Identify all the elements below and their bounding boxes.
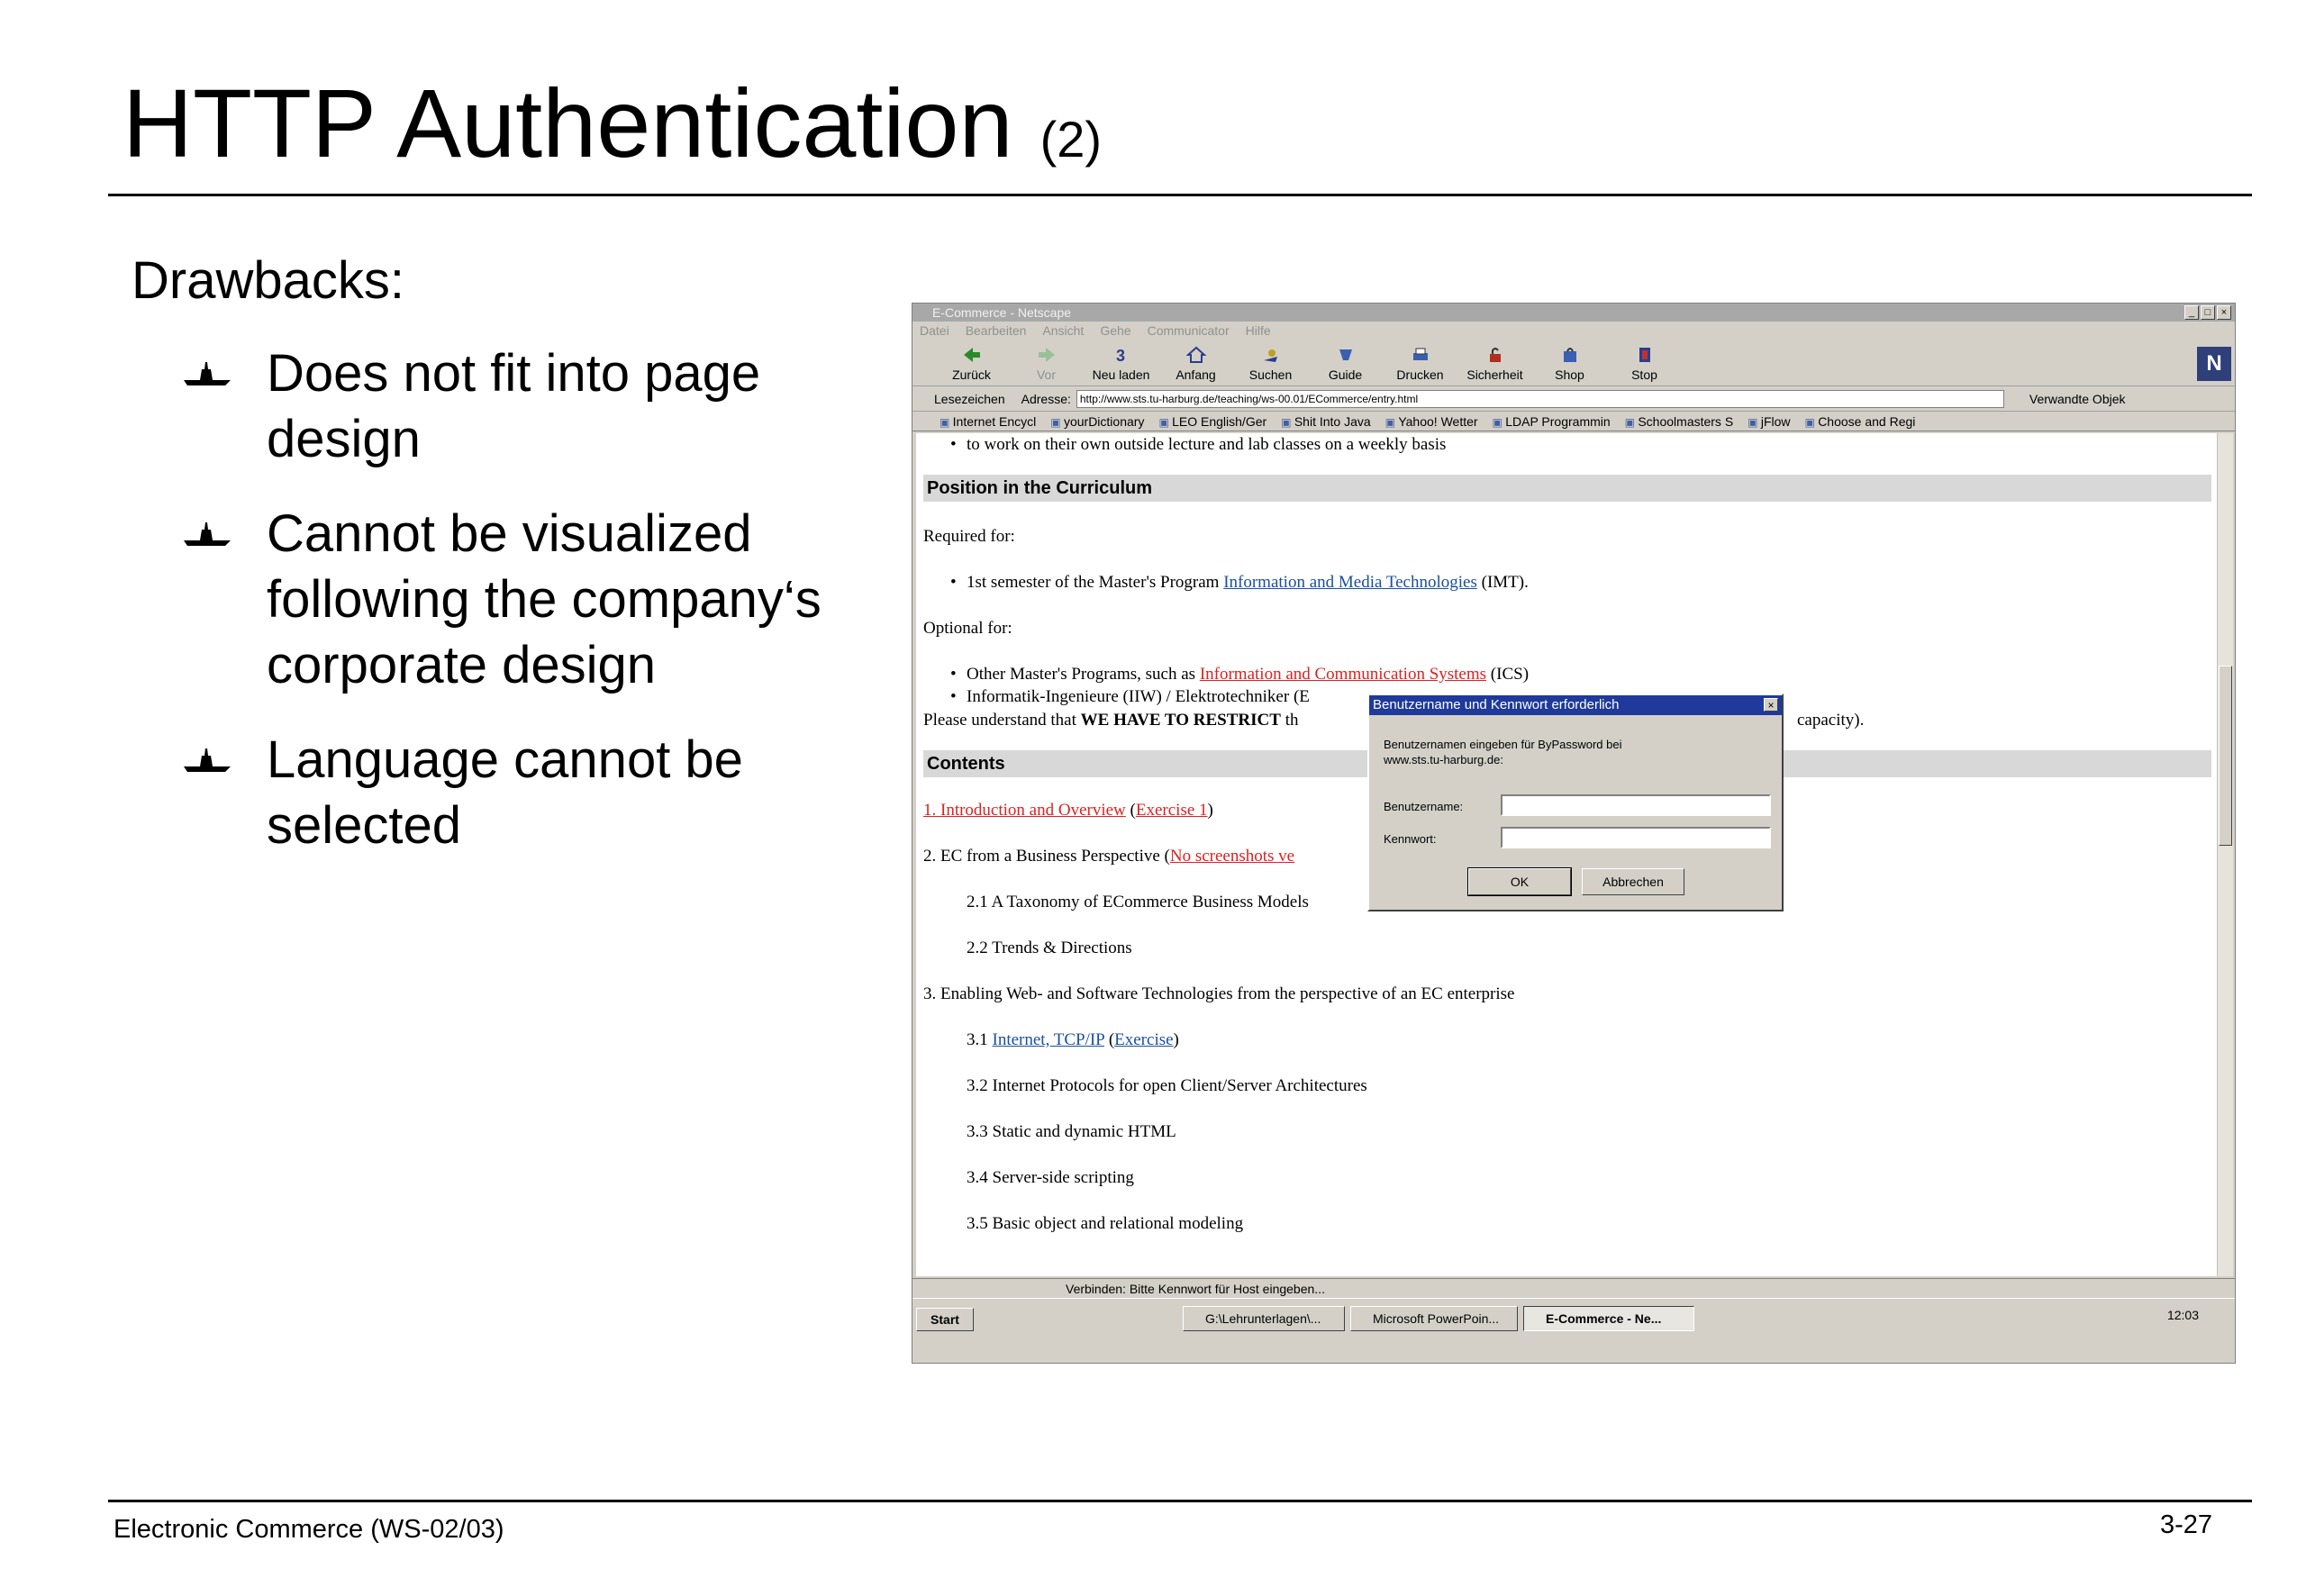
stop-icon: [1635, 346, 1655, 364]
drawbacks-heading: Drawbacks:: [132, 251, 404, 310]
footer-page-number: 3-27: [2159, 1510, 2212, 1539]
forward-arrow-icon: [1037, 346, 1057, 364]
intro-link[interactable]: 1. Introduction and Overview: [923, 801, 1126, 820]
footer-rule: [108, 1500, 2252, 1502]
footer-course: Electronic Commerce (WS-02/03): [113, 1515, 504, 1544]
location-bar: [912, 386, 2235, 412]
password-input[interactable]: [1501, 827, 1771, 848]
section-header: Position in the Curriculum: [923, 475, 2211, 502]
reload-button[interactable]: 3 Neu laden: [1092, 347, 1150, 382]
drawbacks-list: [180, 340, 883, 887]
menu-communicator[interactable]: Communicator: [1147, 323, 1230, 338]
home-icon: [1186, 346, 1206, 364]
start-button[interactable]: Start: [916, 1308, 974, 1331]
browser-toolbar: [912, 340, 2235, 386]
address-label: Adresse:: [1021, 391, 1071, 406]
content-line: Please understand that WE HAVE TO RESTRICT th: [923, 711, 1299, 730]
content-line: 2.2 Trends & Directions: [967, 939, 1132, 957]
bookmark-item[interactable]: ▣ jFlow: [1748, 412, 1790, 431]
bookmark-item[interactable]: ▣ LDAP Programmin: [1493, 412, 1611, 431]
content-line: 2. EC from a Business Perspective (No screenshots ve: [923, 847, 1295, 866]
ship-bullet-icon: [180, 732, 234, 786]
content-line: • 1st semester of the Master's Program Information and Media Technologies (IMT).: [967, 573, 1529, 593]
vertical-scrollbar[interactable]: [2217, 433, 2233, 1276]
svg-text:3: 3: [1115, 347, 1125, 364]
minimize-icon[interactable]: _: [2184, 305, 2199, 320]
guide-button[interactable]: Guide: [1308, 346, 1383, 385]
drawback-item: Cannot be visualized following the company‘s corporate design: [180, 501, 883, 698]
bookmark-item[interactable]: ▣ Schoolmasters S: [1625, 412, 1734, 431]
drawback-item: Does not fit into page design: [180, 340, 883, 472]
search-button[interactable]: Suchen: [1233, 346, 1308, 385]
content-line: • to work on their own outside lecture and lab classes on a weekly basis: [967, 435, 1446, 455]
guide-icon: [1336, 346, 1356, 364]
content-line: 2.1 A Taxonomy of ECommerce Business Models: [967, 893, 1309, 911]
password-label: Kennwort:: [1384, 832, 1437, 846]
bookmark-item[interactable]: ▣ yourDictionary: [1050, 412, 1144, 431]
bookmark-item[interactable]: ▣ Shit Into Java: [1281, 412, 1371, 431]
bookmark-item[interactable]: ▣ Yahoo! Wetter: [1385, 412, 1478, 431]
content-line: 3. Enabling Web- and Software Technologies from the perspective of an EC enterprise: [923, 984, 1515, 1003]
security-button[interactable]: Sicherheit: [1457, 346, 1532, 385]
drawback-item: Language cannot be selected: [180, 727, 883, 858]
ship-bullet-icon: [180, 346, 234, 400]
content-line: • Other Master's Programs, such as Information and Communication Systems (ICS): [967, 665, 1529, 685]
taskbar-clock: 12:03: [2166, 1308, 2199, 1322]
content-line: 3.1 Internet, TCP/IP (Exercise): [967, 1030, 1179, 1049]
menu-ansicht[interactable]: Ansicht: [1042, 323, 1085, 338]
printer-icon: [1411, 346, 1430, 364]
maximize-icon[interactable]: □: [2201, 305, 2215, 320]
menu-datei[interactable]: Datei: [920, 323, 949, 338]
netscape-logo-icon: N: [2197, 347, 2231, 381]
bookmark-item[interactable]: ▣ LEO English/Ger: [1158, 412, 1266, 431]
screenshots-link[interactable]: No screenshots ve: [1169, 847, 1295, 866]
content-line: 3.3 Static and dynamic HTML: [967, 1122, 1176, 1141]
taskbar-item-explorer[interactable]: G:\Lehrunterlagen\...: [1183, 1306, 1345, 1331]
taskbar-item-powerpoint[interactable]: Microsoft PowerPoin...: [1350, 1306, 1518, 1331]
menu-gehe[interactable]: Gehe: [1100, 323, 1131, 338]
home-button[interactable]: Anfang: [1158, 346, 1233, 385]
username-label: Benutzername:: [1384, 800, 1464, 813]
taskbar-item-netscape[interactable]: E-Commerce - Ne...: [1523, 1306, 1694, 1331]
content-line: 3.4 Server-side scripting: [967, 1168, 1134, 1187]
slide-title: [123, 70, 1102, 177]
personal-toolbar: [912, 412, 2235, 431]
bookmarks-button[interactable]: Lesezeichen: [934, 391, 1005, 406]
dialog-close-icon[interactable]: ×: [1764, 698, 1778, 712]
close-icon[interactable]: ×: [2217, 305, 2231, 320]
section-header: Contents: [923, 750, 2211, 777]
search-icon: [1261, 346, 1281, 364]
status-bar: Verbinden: Bitte Kennwort für Host eingeben...: [912, 1278, 2235, 1298]
exercise1-link[interactable]: Exercise 1: [1135, 801, 1208, 820]
ok-button[interactable]: OK: [1468, 868, 1571, 895]
title-rule: [108, 194, 2252, 196]
menu-bearbeiten[interactable]: Bearbeiten: [965, 323, 1027, 338]
slide-title-number: (2): [1040, 111, 1103, 168]
address-input[interactable]: http://www.sts.tu-harburg.de/teaching/ws-00.01/ECommerce/entry.html: [1076, 390, 2004, 408]
imt-link[interactable]: Information and Media Technologies: [1223, 573, 1477, 592]
shop-bag-icon: [1560, 346, 1580, 364]
reload-icon: [1112, 346, 1131, 364]
content-line: 3.2 Internet Protocols for open Client/Server Architectures: [967, 1076, 1367, 1095]
ics-link[interactable]: Information and Communication Systems: [1199, 665, 1487, 684]
stop-button[interactable]: Stop: [1607, 346, 1682, 385]
back-button[interactable]: Zurück: [934, 346, 1009, 385]
auth-dialog: [1367, 694, 1784, 911]
content-line: capacity).: [1797, 711, 1865, 730]
bookmark-item[interactable]: ▣ Internet Encycl: [940, 412, 1036, 431]
username-input[interactable]: [1501, 794, 1771, 816]
content-line: Required for:: [923, 527, 1015, 546]
related-button[interactable]: Verwandte Objek: [2029, 391, 2126, 406]
ship-bullet-icon: [180, 506, 234, 560]
bookmark-item[interactable]: ▣ Choose and Regi: [1805, 412, 1916, 431]
back-arrow-icon: [962, 346, 982, 364]
menu-hilfe[interactable]: Hilfe: [1245, 323, 1271, 338]
browser-title-bar: E-Commerce - Netscape _ □ ×: [912, 304, 2235, 322]
content-line: • Informatik-Ingenieure (IIW) / Elektrotechniker (E: [967, 687, 1310, 707]
forward-button[interactable]: Vor: [1009, 346, 1084, 385]
browser-menu-bar: [912, 322, 2235, 340]
slide-title-text: HTTP Authentication: [123, 68, 1013, 177]
cancel-button[interactable]: Abbrechen: [1582, 868, 1684, 895]
dialog-title-bar: Benutzername und Kennwort erforderlich ×: [1369, 695, 1782, 715]
scrollbar-thumb[interactable]: [2219, 666, 2232, 846]
dialog-message: Benutzernamen eingeben für ByPassword bei www.sts.tu-harburg.de:: [1384, 738, 1622, 766]
lock-icon: [1485, 346, 1505, 364]
print-button[interactable]: Drucken: [1383, 346, 1457, 385]
content-line: 3.5 Basic object and relational modeling: [967, 1214, 1244, 1233]
exercise-link[interactable]: Exercise: [1114, 1030, 1174, 1049]
content-line: 1. Introduction and Overview (Exercise 1): [923, 801, 1213, 820]
content-line: Optional for:: [923, 619, 1012, 638]
windows-taskbar: [912, 1298, 2235, 1364]
shop-button[interactable]: Shop: [1532, 346, 1607, 385]
tcpip-link[interactable]: Internet, TCP/IP: [992, 1030, 1105, 1049]
